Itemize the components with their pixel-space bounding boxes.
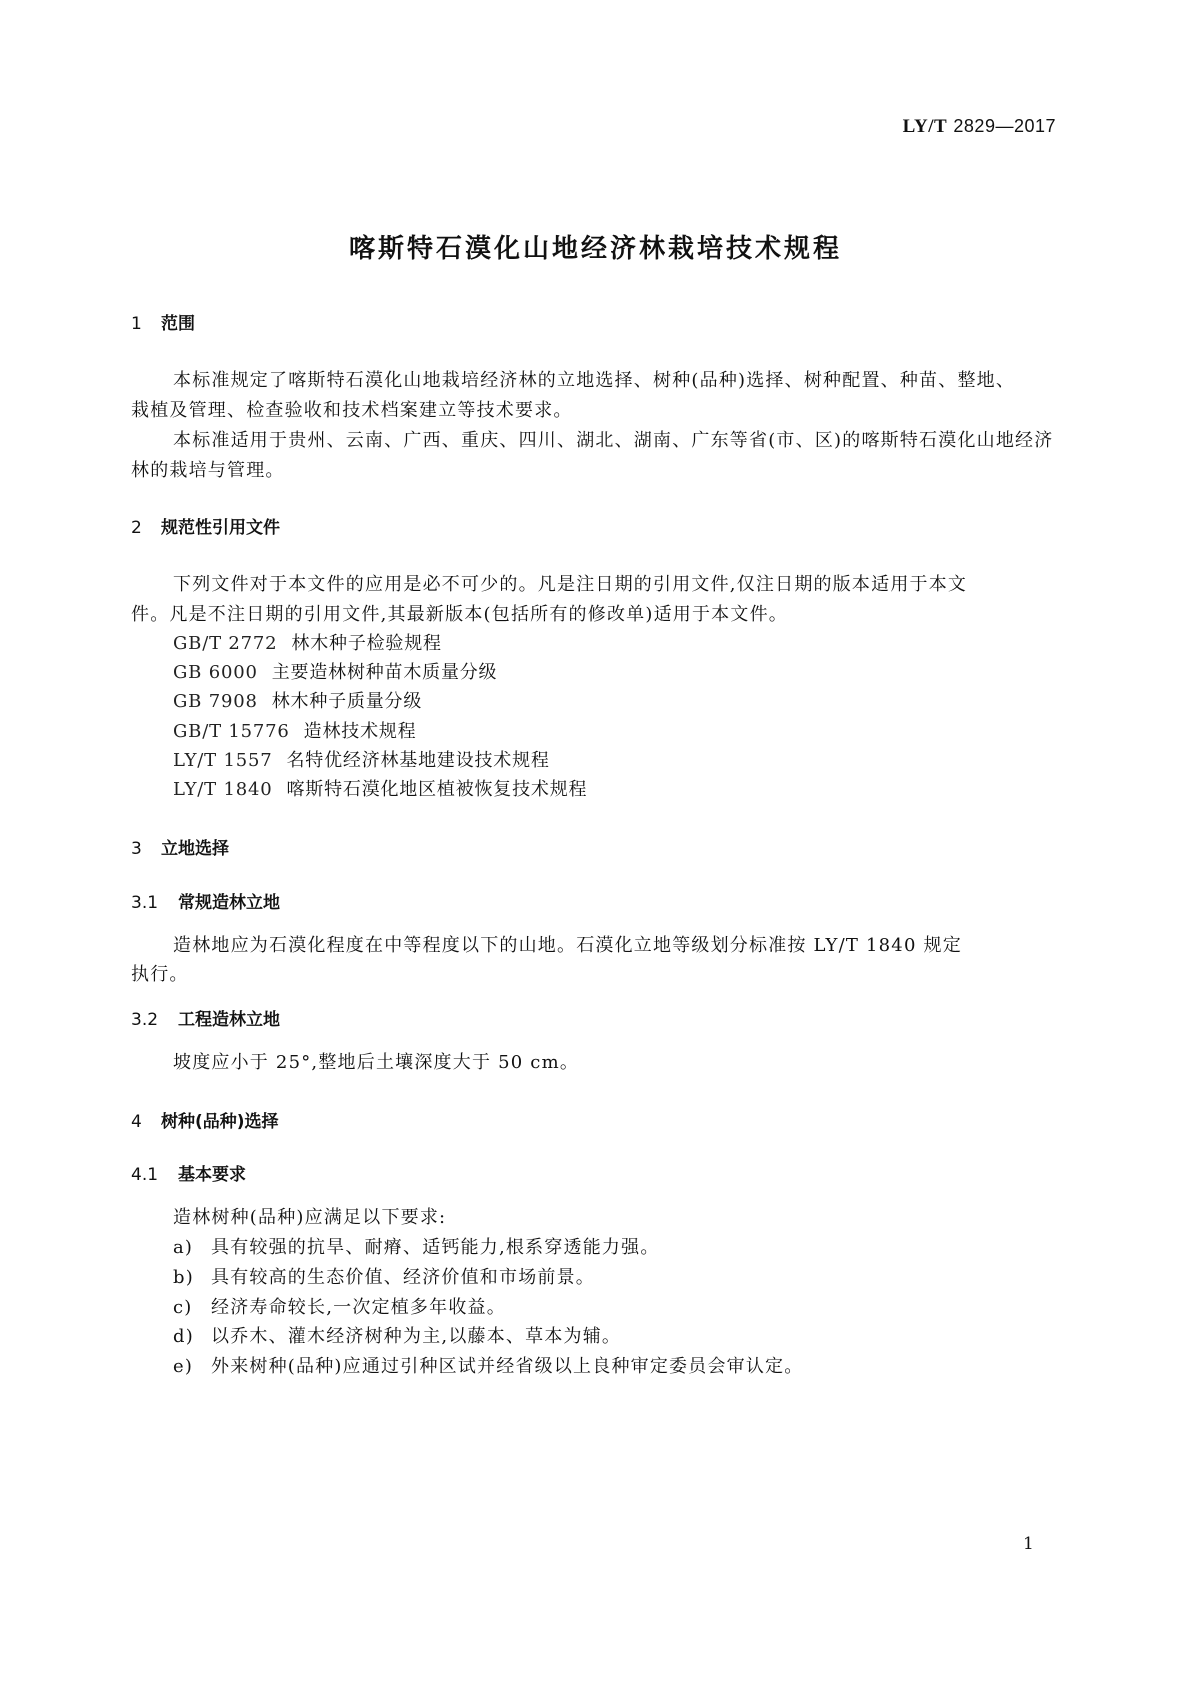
section-2-paragraph-cont: 件。凡是不注日期的引用文件,其最新版本(包括所有的修改单)适用于本文件。 <box>131 604 788 625</box>
section-3-1-paragraph-cont: 执行。 <box>131 964 189 985</box>
section-4-1-intro: 造林树种(品种)应满足以下要求: <box>173 1207 447 1228</box>
list-item: d) 以乔木、灌木经济树种为主,以藤本、草本为辅。 <box>173 1326 622 1347</box>
list-item: e) 外来树种(品种)应通过引种区试并经省级以上良种审定委员会审认定。 <box>173 1356 804 1377</box>
section-3-1-heading: 3.1 常规造林立地 <box>131 893 280 913</box>
section-2-heading: 2 规范性引用文件 <box>131 518 280 538</box>
reference-item: GB/T 2772 林木种子检验规程 <box>173 633 442 654</box>
list-item: c) 经济寿命较长,一次定植多年收益。 <box>173 1297 506 1318</box>
section-1-heading: 1 范围 <box>131 314 195 334</box>
section-3-2-heading: 3.2 工程造林立地 <box>131 1010 280 1030</box>
reference-item: GB 7908 林木种子质量分级 <box>173 691 423 712</box>
section-3-2-paragraph: 坡度应小于 25°,整地后土壤深度大于 50 cm。 <box>173 1052 580 1073</box>
section-1-paragraph-1-cont: 栽植及管理、检查验收和技术档案建立等技术要求。 <box>131 400 573 421</box>
section-4-heading: 4 树种(品种)选择 <box>131 1112 279 1132</box>
reference-item: GB 6000 主要造林树种苗木质量分级 <box>173 662 498 683</box>
page-number: 1 <box>1023 1534 1034 1554</box>
standard-prefix: LY/T <box>902 116 948 137</box>
section-3-heading: 3 立地选择 <box>131 839 229 859</box>
document-title: 喀斯特石漠化山地经济林栽培技术规程 <box>348 234 842 264</box>
standard-code <box>903 116 1056 138</box>
reference-item: GB/T 15776 造林技术规程 <box>173 721 417 742</box>
section-4-1-heading: 4.1 基本要求 <box>131 1165 246 1185</box>
reference-item: LY/T 1840 喀斯特石漠化地区植被恢复技术规程 <box>173 779 588 800</box>
reference-item: LY/T 1557 名特优经济林基地建设技术规程 <box>173 750 550 771</box>
list-item: a) 具有较强的抗旱、耐瘠、适钙能力,根系穿透能力强。 <box>173 1237 660 1258</box>
section-1-paragraph-2: 本标准适用于贵州、云南、广西、重庆、四川、湖北、湖南、广东等省(市、区)的喀斯特石漠化山地经济 <box>173 430 1054 451</box>
section-3-1-paragraph: 造林地应为石漠化程度在中等程度以下的山地。石漠化立地等级划分标准按 LY/T 1840 规定 <box>173 935 962 956</box>
standard-number: 2829—2017 <box>953 116 1056 136</box>
section-2-paragraph: 下列文件对于本文件的应用是必不可少的。凡是注日期的引用文件,仅注日期的版本适用于本文 <box>173 574 968 595</box>
section-1-paragraph-1: 本标准规定了喀斯特石漠化山地栽培经济林的立地选择、树种(品种)选择、树种配置、种苗、整地、 <box>173 370 1016 391</box>
list-item: b) 具有较高的生态价值、经济价值和市场前景。 <box>173 1267 595 1288</box>
section-1-paragraph-2-cont: 林的栽培与管理。 <box>131 460 285 481</box>
